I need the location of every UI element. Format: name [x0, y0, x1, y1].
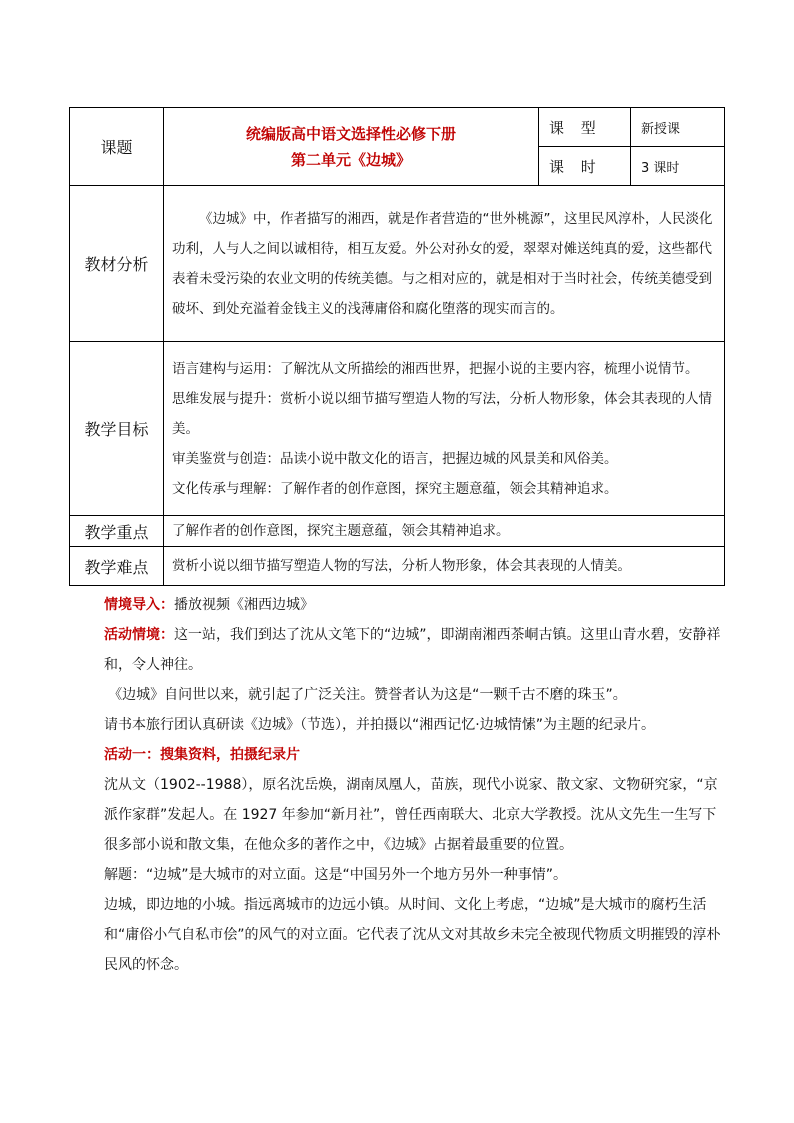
- key-label: 教学重点: [70, 516, 164, 547]
- paragraph-author-bio: 沈从文（1902--1988），原名沈岳焕，湖南凤凰人，苗族，现代小说家、散文家、文物研究家，“京派作家群”发起人。在 1927 年参加“新月社”，曾任西南联大、北京大学教授。沈从文先生一生写下很多部小说和散文集，在他众多的著作之中，《边城》占据着最重要的位置。: [104, 777, 718, 853]
- goal-item: 审美鉴赏与创造：品读小说中散文化的语言，把握边城的风景美和风俗美。: [172, 450, 618, 467]
- lesson-title-line1: 统编版高中语文选择性必修下册: [245, 124, 456, 143]
- goals-cell: [164, 342, 725, 516]
- activity-one-heading: 活动一：搜集资料，拍摄纪录片: [104, 747, 300, 763]
- lesson-title: [164, 108, 539, 186]
- hours-label: 课 时: [539, 147, 631, 186]
- goal-item: 思维发展与提升：赏析小说以细节描写塑造人物的写法，分析人物形象，体会其表现的人情美。: [172, 390, 712, 437]
- paragraph-task: 请书本旅行团认真研读《边城》（节选），并拍摄以“湘西记忆·边城情愫”为主题的纪录片。: [104, 717, 655, 733]
- hours-value: 3 课时: [631, 147, 725, 186]
- goals-label: 教学目标: [70, 342, 164, 516]
- lesson-plan-table: [69, 107, 725, 586]
- analysis-text: 《边城》中，作者描写的湘西，就是作者营造的“世外桃源”，这里民风淳朴，人民淡化功利，人与人之间以诚相待，相互友爱。外公对孙女的爱，翠翠对傩送纯真的爱，这些都代表着未受污染的农业文明的传统美德。与之相对应的，就是相对于当时社会，传统美德受到破坏、到处充溢着金钱主义的浅薄庸俗和腐化堕落的现实而言的。: [172, 210, 713, 317]
- scene-text: 这一站，我们到达了沈从文笔下的“边城”，即湖南湘西茶峒古镇。这里山青水碧，安静祥和，令人神往。: [104, 627, 721, 673]
- type-value: 新授课: [631, 108, 725, 147]
- lesson-title-line2: 第二单元《边城》: [290, 150, 411, 169]
- analysis-cell: [164, 186, 725, 342]
- analysis-label: 教材分析: [70, 186, 164, 342]
- intro-text: 播放视频《湘西边城》: [174, 597, 314, 613]
- type-label: 课 型: [539, 108, 631, 147]
- difficulty-text: 赏析小说以细节描写塑造人物的写法，分析人物形象，体会其表现的人情美。: [164, 547, 725, 586]
- intro-label: 情境导入：: [104, 597, 174, 613]
- intro-line: [104, 590, 724, 620]
- paragraph-border-town: 边城，即边地的小城。指远离城市的边远小镇。从时间、文化上考虑，“边城”是大城市的腐朽生活和“庸俗小气自私市侩”的风气的对立面。它代表了沈从文对其故乡未完全被现代物质文明摧毁的淳朴民风的怀念。: [104, 897, 721, 973]
- scene-label: 活动情境：: [104, 627, 174, 643]
- topic-label: 课题: [70, 108, 164, 186]
- key-text: 了解作者的创作意图，探究主题意蕴，领会其精神追求。: [164, 516, 725, 547]
- goal-item: 文化传承与理解：了解作者的创作意图，探究主题意蕴，领会其精神追求。: [172, 480, 618, 497]
- paragraph-reception: 《边城》自问世以来，就引起了广泛关注。赞誉者认为这是“一颗千古不磨的珠玉”。: [108, 687, 627, 703]
- paragraph-title-explained: 解题：“边城”是大城市的对立面。这是“中国另外一个地方另外一种事情”。: [104, 867, 568, 883]
- lesson-content: [104, 590, 724, 980]
- goal-item: 语言建构与运用：了解沈从文所描绘的湘西世界，把握小说的主要内容，梳理小说情节。: [172, 360, 699, 377]
- scene-paragraph: [104, 620, 724, 680]
- difficulty-label: 教学难点: [70, 547, 164, 586]
